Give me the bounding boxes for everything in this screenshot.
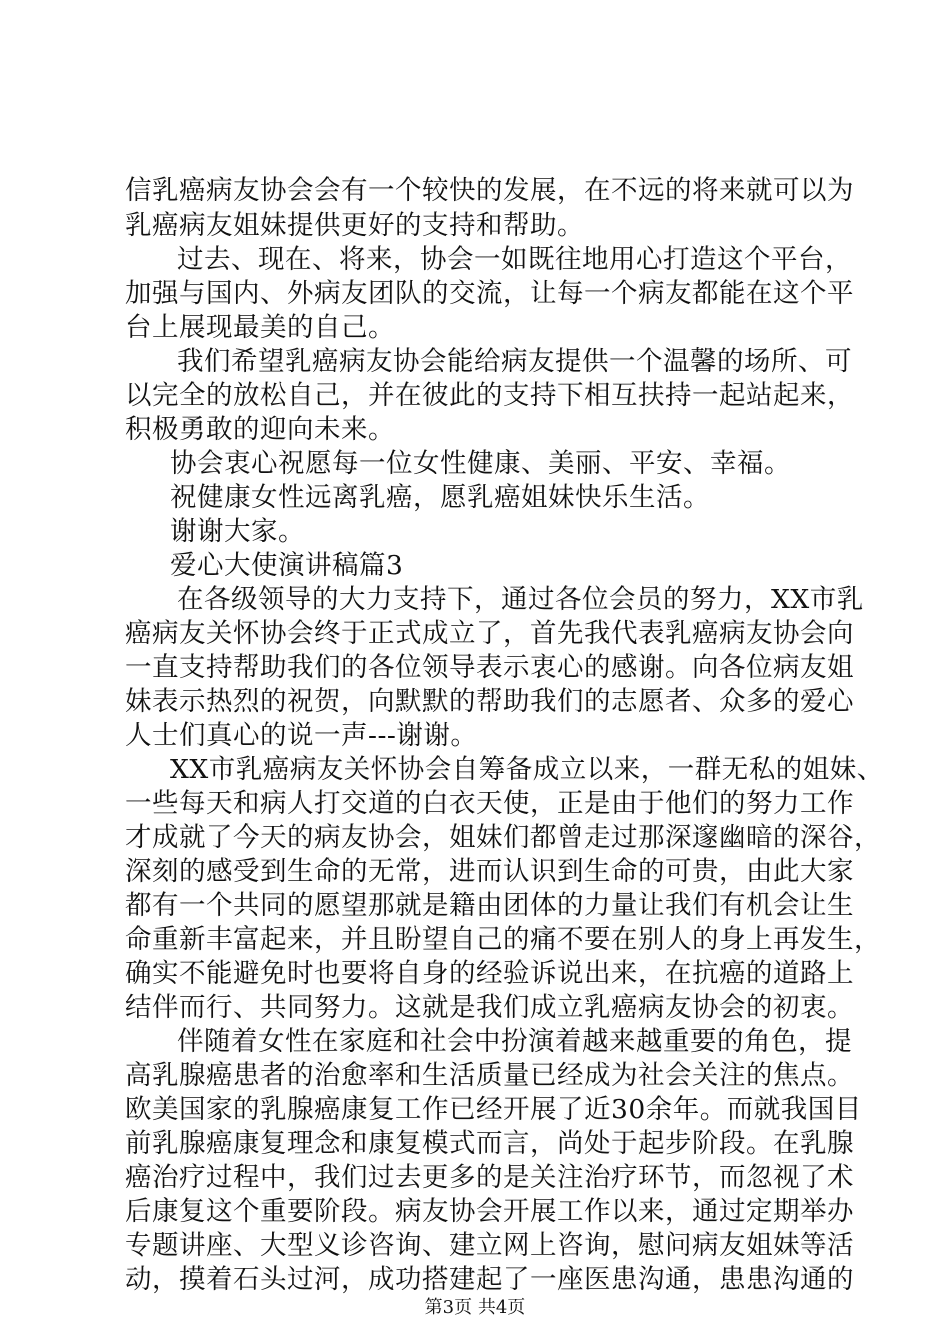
text-line: 在各级领导的大力支持下，通过各位会员的努力，XX市乳 [177,584,864,615]
text-line: 一些每天和病人打交道的白衣天使，正是由于他们的努力工作 [125,788,854,819]
text-line: 积极勇敢的迎向未来。 [125,414,395,445]
text-line: 都有一个共同的愿望那就是籍由团体的力量让我们有机会让生 [125,890,854,921]
text-line: XX市乳癌病友关怀协会自筹备成立以来，一群无私的姐妹、 [170,754,884,785]
text-line: 伴随着女性在家庭和社会中扮演着越来越重要的角色，提 [177,1026,852,1057]
text-line: 台上展现最美的自己。 [125,312,395,343]
text-line: 欧美国家的乳腺癌康复工作已经开展了近30余年。而就我国目 [125,1094,862,1125]
text-line: 深刻的感受到生命的无常，进而认识到生命的可贵，由此大家 [125,856,854,887]
text-line: 以完全的放松自己，并在彼此的支持下相互扶持一起站起来， [125,380,854,411]
text-line: 才成就了今天的病友协会，姐妹们都曾走过那深邃幽暗的深谷， [125,822,881,853]
text-line: 妹表示热烈的祝贺，向默默的帮助我们的志愿者、众多的爱心 [125,686,854,717]
text-line: 后康复这个重要阶段。病友协会开展工作以来，通过定期举办 [125,1196,854,1227]
text-line: 我们希望乳癌病友协会能给病友提供一个温馨的场所、可 [177,346,852,377]
text-line: 协会衷心祝愿每一位女性健康、美丽、平安、幸福。 [170,448,791,479]
text-line: 信乳癌病友协会会有一个较快的发展，在不远的将来就可以为 [125,175,854,206]
section-heading: 爱心大使演讲稿篇3 [170,550,404,581]
text-line: 乳癌病友姐妹提供更好的支持和帮助。 [125,210,584,241]
text-line: 癌治疗过程中，我们过去更多的是关注治疗环节，而忽视了术 [125,1162,854,1193]
text-line: 前乳腺癌康复理念和康复模式而言，尚处于起步阶段。在乳腺 [125,1128,854,1159]
text-line: 一直支持帮助我们的各位领导表示衷心的感谢。向各位病友姐 [125,652,854,683]
text-line: 高乳腺癌患者的治愈率和生活质量已经成为社会关注的焦点。 [125,1060,854,1091]
text-line: 祝健康女性远离乳癌，愿乳癌姐妹快乐生活。 [170,482,710,513]
text-line: 结伴而行、共同努力。这就是我们成立乳癌病友协会的初衷。 [125,992,854,1023]
text-line: 动，摸着石头过河，成功搭建起了一座医患沟通，患患沟通的 [125,1264,854,1295]
text-line: 命重新丰富起来，并且盼望自己的痛不要在别人的身上再发生， [125,924,881,955]
text-line: 加强与国内、外病友团队的交流，让每一个病友都能在这个平 [125,278,854,309]
text-line: 确实不能避免时也要将自身的经验诉说出来，在抗癌的道路上 [125,958,854,989]
text-line: 人士们真心的说一声---谢谢。 [125,720,478,751]
text-line: 过去、现在、将来，协会一如既往地用心打造这个平台， [177,244,852,275]
text-line: 谢谢大家。 [170,516,305,547]
text-line: 专题讲座、大型义诊咨询、建立网上咨询，慰问病友姐妹等活 [125,1230,854,1261]
page-number: 第3页 共4页 [424,1297,526,1318]
text-line: 癌病友关怀协会终于正式成立了，首先我代表乳癌病友协会向 [125,618,854,649]
